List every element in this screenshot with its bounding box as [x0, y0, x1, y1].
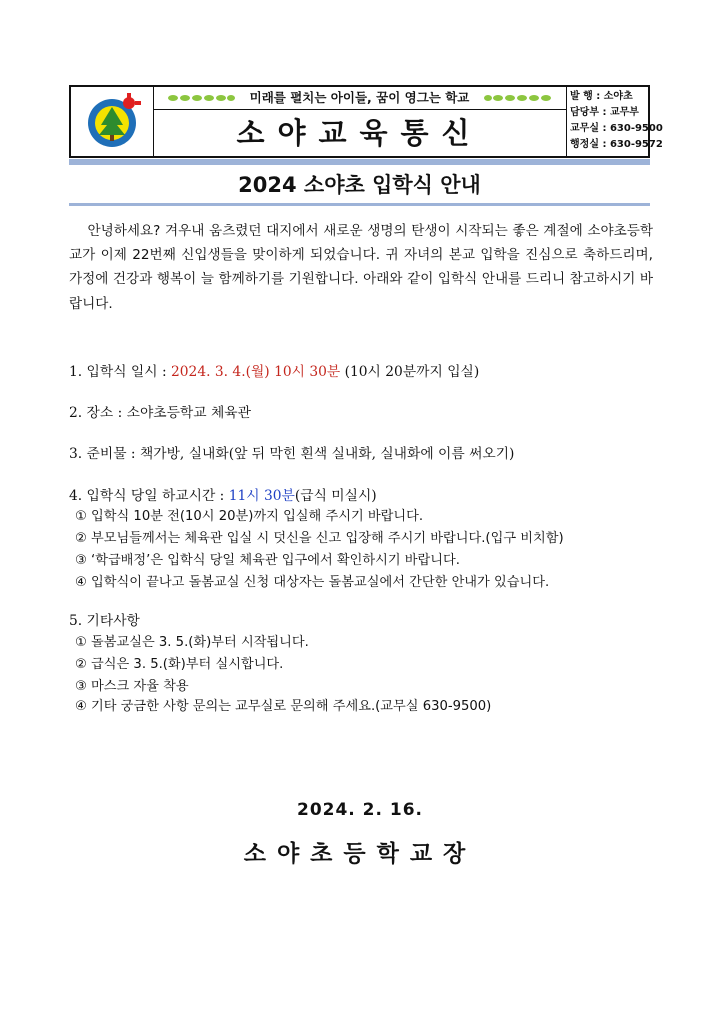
leaf-decoration-icon [167, 91, 237, 105]
datetime-value: 2024. 3. 4.(월) 10시 30분 [171, 364, 341, 380]
logo-cell [71, 87, 154, 156]
issue-date: 2024. 2. 16. [296, 800, 423, 820]
items-label: 3. 준비물 : [69, 446, 140, 462]
school-motto: 미래를 펼치는 아이들, 꿈이 영그는 학교 [249, 90, 470, 105]
intro-paragraph [69, 219, 653, 316]
section-datetime [69, 362, 479, 382]
admin-phone-line: 행정실 : 630-9572 [570, 139, 663, 150]
motto-row [153, 87, 566, 110]
dismissal-value: 11시 30분 [228, 488, 295, 504]
place-value: 소야초등학교 체육관 [126, 405, 251, 421]
list-item: ④ 입학식이 끝나고 돌봄교실 신청 대상자는 돌봄교실에서 간단한 안내가 있습니다. [75, 575, 550, 590]
department-line: 담당부 : 교무부 [570, 107, 639, 118]
office-phone-line: 교무실 : 630-9500 [570, 123, 663, 134]
place-label: 2. 장소 : [69, 405, 127, 421]
list-item: ③ ‘학급배정’은 입학식 당일 체육관 입구에서 확인하시기 바랍니다. [75, 553, 460, 568]
newsletter-title: 소야교육통신 [236, 116, 483, 150]
intro-text: 안녕하세요? 겨우내 움츠렸던 대지에서 새로운 생명의 탄생이 시작되는 좋은 계절에 소야초등학교가 이제 22번째 신입생들을 맞이하게 되었습니다. 귀 자녀의 본교 입학을 진심으로 축하드리며, 가정에 건강과 행복이 늘 함께하기를 기원합니다. 아래와 같이 입학식 안내를 드리니 참고하시기 바랍니다. [69, 223, 653, 312]
title-rule-bottom [69, 203, 650, 206]
datetime-note: (10시 20분까지 입실) [340, 364, 480, 380]
document-title: 2024 소야초 입학식 안내 [238, 173, 481, 197]
publisher-line: 발 행 : 소야초 [570, 91, 633, 102]
section-place [69, 403, 251, 423]
list-item: ② 부모님들께서는 체육관 입실 시 덧신을 신고 입장해 주시기 바랍니다.(입구 비치함) [75, 531, 564, 546]
leaf-decoration-icon [482, 91, 552, 105]
school-emblem-icon [71, 87, 153, 156]
list-item: ④ 기타 궁금한 사항 문의는 교무실로 문의해 주세요.(교무실 630-9500) [75, 699, 492, 714]
dismissal-label: 4. 입학식 당일 하교시간 : [69, 488, 229, 504]
list-item: ① 돌봄교실은 3. 5.(화)부터 시작됩니다. [75, 635, 309, 650]
list-item: ② 급식은 3. 5.(화)부터 실시합니다. [75, 657, 284, 672]
signer-name: 소야초등학교장 [243, 841, 477, 867]
section-dismissal [69, 486, 377, 506]
masthead-title-cell [153, 87, 566, 156]
datetime-label: 1. 입학식 일시 : [69, 364, 171, 380]
list-item: ① 입학식 10분 전(10시 20분)까지 입실해 주시기 바랍니다. [75, 509, 424, 524]
dismissal-note: (급식 미실시) [294, 488, 377, 504]
items-value: 책가방, 실내화(앞 뒤 막힌 흰색 실내화, 실내화에 이름 써오기) [139, 446, 515, 462]
title-rule-top [69, 159, 650, 165]
list-item: ③ 마스크 자율 착용 [75, 679, 189, 694]
newsletter-masthead [69, 85, 663, 158]
section-etc-heading: 5. 기타사항 [69, 613, 140, 629]
section-items [69, 444, 514, 464]
publisher-info [566, 87, 663, 156]
